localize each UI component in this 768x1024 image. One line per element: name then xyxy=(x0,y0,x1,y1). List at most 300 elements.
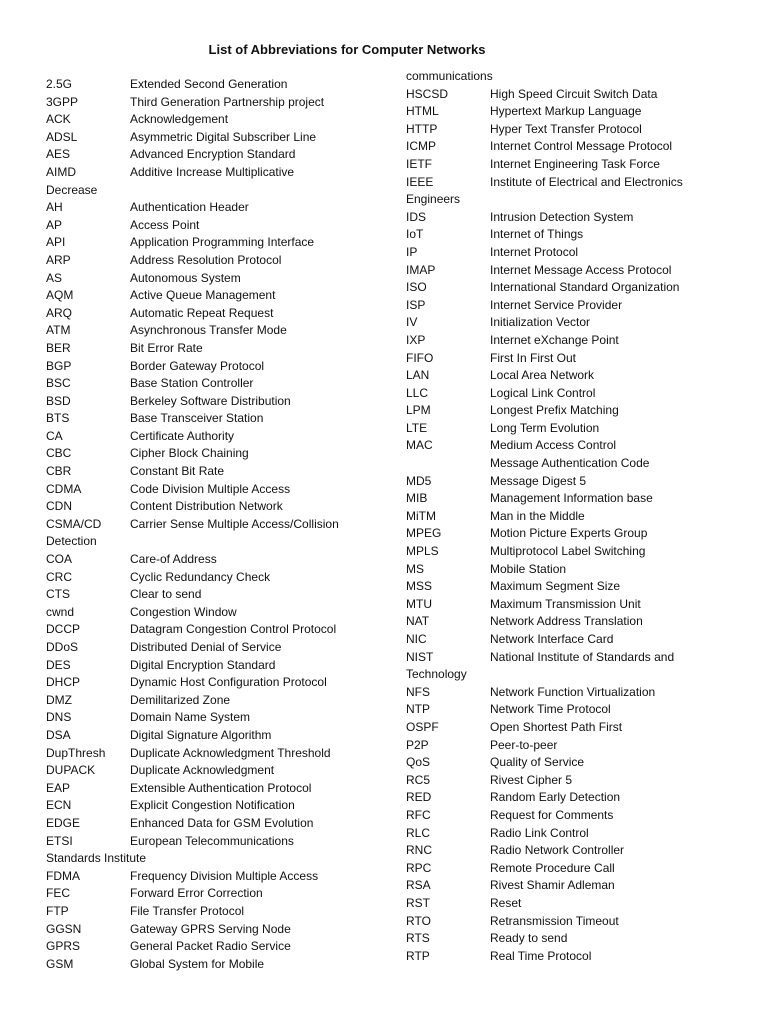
abbreviation-term: NIST xyxy=(406,649,434,664)
abbreviation-row xyxy=(406,279,746,297)
abbreviation-term: MAC xyxy=(406,438,433,453)
abbreviation-expansion: Care-of Address xyxy=(130,552,217,567)
abbreviation-row xyxy=(406,613,746,631)
abbreviation-term: FTP xyxy=(46,903,69,918)
abbreviation-row xyxy=(46,252,386,270)
abbreviation-term: RED xyxy=(406,790,432,805)
abbreviation-expansion: Content Distribution Network xyxy=(130,499,283,514)
abbreviation-expansion: Digital Signature Algorithm xyxy=(130,727,272,742)
abbreviation-term: DupThresh xyxy=(46,745,106,760)
abbreviation-row xyxy=(46,463,386,481)
abbreviation-expansion: Base Transceiver Station xyxy=(130,411,264,426)
abbreviation-expansion: File Transfer Protocol xyxy=(130,903,245,918)
abbreviation-term: CSMA/CD xyxy=(46,516,102,531)
abbreviation-term: CDN xyxy=(46,499,72,514)
abbreviation-row xyxy=(46,938,386,956)
expansion-continuation: Standards Institute xyxy=(46,851,147,866)
expansion-continuation: Decrease xyxy=(46,182,98,197)
abbreviation-row xyxy=(406,156,746,174)
abbreviation-row xyxy=(406,666,746,684)
abbreviation-row xyxy=(406,754,746,772)
abbreviation-term: NFS xyxy=(406,684,430,699)
abbreviation-expansion: Advanced Encryption Standard xyxy=(130,147,296,162)
abbreviation-expansion: Cyclic Redundancy Check xyxy=(130,569,271,584)
abbreviation-row xyxy=(406,807,746,825)
abbreviation-expansion: Rivest Shamir Adleman xyxy=(490,878,615,893)
abbreviation-expansion: Third Generation Partnership project xyxy=(130,94,325,109)
abbreviation-expansion: Address Resolution Protocol xyxy=(130,252,282,267)
abbreviation-expansion: Automatic Repeat Request xyxy=(130,305,274,320)
abbreviation-row xyxy=(46,76,386,94)
abbreviation-row xyxy=(46,727,386,745)
abbreviation-expansion: Duplicate Acknowledgment Threshold xyxy=(130,745,331,760)
abbreviation-row xyxy=(406,877,746,895)
abbreviation-expansion: Acknowledgement xyxy=(130,112,229,127)
abbreviation-term: CBR xyxy=(46,464,72,479)
abbreviation-row xyxy=(46,428,386,446)
abbreviation-term: RLC xyxy=(406,825,431,840)
abbreviation-term: HTTP xyxy=(406,121,438,136)
abbreviation-expansion: Dynamic Host Configuration Protocol xyxy=(130,675,327,690)
abbreviation-expansion: Clear to send xyxy=(130,587,202,602)
abbreviation-expansion: Extensible Authentication Protocol xyxy=(130,780,312,795)
abbreviation-term: GPRS xyxy=(46,939,81,954)
abbreviation-expansion: Long Term Evolution xyxy=(490,420,600,435)
abbreviation-term: RTP xyxy=(406,948,430,963)
abbreviation-row xyxy=(46,270,386,288)
abbreviation-row xyxy=(406,138,746,156)
abbreviation-row xyxy=(46,762,386,780)
abbreviation-row xyxy=(406,525,746,543)
abbreviation-expansion: Internet Protocol xyxy=(490,244,579,259)
abbreviation-row xyxy=(406,719,746,737)
abbreviation-term: CA xyxy=(46,428,63,443)
abbreviation-row xyxy=(46,639,386,657)
abbreviation-term: MiTM xyxy=(406,508,436,523)
abbreviation-expansion: Longest Prefix Matching xyxy=(490,403,619,418)
abbreviation-row xyxy=(406,631,746,649)
abbreviation-row xyxy=(46,199,386,217)
abbreviation-expansion: Base Station Controller xyxy=(130,376,254,391)
abbreviation-term: LAN xyxy=(406,368,430,383)
abbreviation-term: GGSN xyxy=(46,921,82,936)
abbreviation-expansion: General Packet Radio Service xyxy=(130,939,291,954)
abbreviation-expansion: Intrusion Detection System xyxy=(490,209,634,224)
abbreviation-term: LPM xyxy=(406,403,431,418)
abbreviation-expansion: Local Area Network xyxy=(490,368,595,383)
abbreviation-term: AH xyxy=(46,200,63,215)
abbreviation-term: HSCSD xyxy=(406,86,449,101)
abbreviation-row xyxy=(406,701,746,719)
abbreviation-row xyxy=(406,103,746,121)
abbreviation-row xyxy=(406,508,746,526)
abbreviation-row xyxy=(46,551,386,569)
abbreviation-expansion: Network Address Translation xyxy=(490,614,643,629)
abbreviation-term: IoT xyxy=(406,227,424,242)
abbreviation-row xyxy=(46,621,386,639)
abbreviation-term: MD5 xyxy=(406,473,432,488)
abbreviation-expansion: Bit Error Rate xyxy=(130,340,203,355)
abbreviation-term: MPEG xyxy=(406,526,442,541)
abbreviation-row xyxy=(406,209,746,227)
abbreviation-row xyxy=(406,385,746,403)
abbreviation-expansion: European Telecommunications xyxy=(130,833,294,848)
abbreviation-row xyxy=(406,226,746,244)
abbreviation-expansion: Maximum Segment Size xyxy=(490,579,621,594)
abbreviation-row xyxy=(406,367,746,385)
expansion-continuation: Technology xyxy=(406,667,467,682)
abbreviation-term: CTS xyxy=(46,587,70,602)
abbreviation-term: HTML xyxy=(406,104,439,119)
abbreviation-expansion: Distributed Denial of Service xyxy=(130,640,282,654)
abbreviation-expansion: Motion Picture Experts Group xyxy=(490,526,648,541)
abbreviation-expansion: Radio Network Controller xyxy=(490,843,625,858)
abbreviation-column-right xyxy=(406,68,746,965)
document-title: List of Abbreviations for Computer Networks xyxy=(208,42,486,57)
abbreviation-term: MS xyxy=(406,561,424,576)
abbreviation-row xyxy=(406,68,746,86)
abbreviation-expansion: Carrier Sense Multiple Access/Collision xyxy=(130,516,339,531)
abbreviation-term: ICMP xyxy=(406,139,436,154)
abbreviation-row xyxy=(406,244,746,262)
abbreviation-expansion: Constant Bit Rate xyxy=(130,464,225,479)
abbreviation-row xyxy=(46,358,386,376)
abbreviation-expansion: Retransmission Timeout xyxy=(490,913,619,928)
abbreviation-term: BER xyxy=(46,340,71,355)
abbreviation-term: AP xyxy=(46,217,63,232)
abbreviation-term: RC5 xyxy=(406,772,431,787)
abbreviation-term: QoS xyxy=(406,755,431,770)
abbreviation-row xyxy=(46,709,386,727)
abbreviation-row xyxy=(406,437,746,455)
abbreviation-term: ACK xyxy=(46,112,71,127)
abbreviation-row xyxy=(406,350,746,368)
abbreviation-expansion: Enhanced Data for GSM Evolution xyxy=(130,815,314,830)
abbreviation-row xyxy=(46,217,386,235)
abbreviation-row xyxy=(46,833,386,851)
abbreviation-term: DNS xyxy=(46,710,72,725)
abbreviation-expansion: Network Function Virtualization xyxy=(490,684,656,699)
abbreviation-row xyxy=(406,842,746,860)
abbreviation-term: MTU xyxy=(406,596,432,611)
abbreviation-row xyxy=(406,473,746,491)
abbreviation-row xyxy=(406,191,746,209)
abbreviation-row xyxy=(46,657,386,675)
abbreviation-row xyxy=(46,234,386,252)
abbreviation-term: FIFO xyxy=(406,350,434,365)
abbreviation-row xyxy=(406,860,746,878)
abbreviation-expansion: Internet Engineering Task Force xyxy=(490,156,660,171)
abbreviation-expansion: Maximum Transmission Unit xyxy=(490,596,641,611)
abbreviation-expansion: Medium Access Control xyxy=(490,438,617,453)
abbreviation-term: ARP xyxy=(46,252,71,267)
abbreviation-term: AQM xyxy=(46,288,74,303)
abbreviation-expansion: Request for Comments xyxy=(490,807,614,822)
abbreviation-expansion: Internet of Things xyxy=(490,227,584,242)
abbreviation-term: DCCP xyxy=(46,622,81,637)
abbreviation-row xyxy=(46,780,386,798)
abbreviation-term: COA xyxy=(46,552,73,567)
abbreviation-term: CRC xyxy=(46,569,72,584)
abbreviation-term: RTS xyxy=(406,931,430,946)
abbreviation-term: NTP xyxy=(406,702,430,717)
abbreviation-expansion: Peer-to-peer xyxy=(490,737,558,752)
abbreviation-expansion: Duplicate Acknowledgment xyxy=(130,763,275,778)
abbreviation-row xyxy=(46,586,386,604)
abbreviation-term: BTS xyxy=(46,411,70,426)
abbreviation-expansion: Gateway GPRS Serving Node xyxy=(130,921,291,936)
abbreviation-expansion: Man in the Middle xyxy=(490,508,585,523)
abbreviation-term: EAP xyxy=(46,780,71,795)
abbreviation-term: DUPACK xyxy=(46,763,96,778)
abbreviation-row xyxy=(46,797,386,815)
abbreviation-row xyxy=(46,129,386,147)
abbreviation-expansion: Digital Encryption Standard xyxy=(130,657,276,672)
abbreviation-term: API xyxy=(46,235,66,250)
abbreviation-term: IMAP xyxy=(406,262,436,277)
abbreviation-term: RST xyxy=(406,895,430,910)
abbreviation-term: IETF xyxy=(406,156,432,171)
abbreviation-term: IP xyxy=(406,244,418,259)
abbreviation-expansion: Internet eXchange Point xyxy=(490,332,619,347)
abbreviation-row xyxy=(46,146,386,164)
abbreviation-expansion: Open Shortest Path First xyxy=(490,719,623,734)
abbreviation-row xyxy=(406,262,746,280)
abbreviation-expansion: Logical Link Control xyxy=(490,385,596,400)
abbreviation-expansion: Access Point xyxy=(130,217,200,232)
abbreviation-row xyxy=(46,674,386,692)
abbreviation-row xyxy=(46,287,386,305)
abbreviation-row xyxy=(406,402,746,420)
abbreviation-expansion: Real Time Protocol xyxy=(490,948,592,963)
abbreviation-term: DMZ xyxy=(46,692,72,707)
abbreviation-expansion: Extended Second Generation xyxy=(130,77,288,91)
abbreviation-term: EDGE xyxy=(46,815,81,830)
abbreviation-row xyxy=(46,921,386,939)
abbreviation-row xyxy=(406,543,746,561)
abbreviation-term: FDMA xyxy=(46,868,80,883)
abbreviation-row xyxy=(406,649,746,667)
abbreviation-expansion: Hyper Text Transfer Protocol xyxy=(490,121,642,136)
abbreviation-term: BSD xyxy=(46,393,71,408)
abbreviation-expansion: Management Information base xyxy=(490,491,653,506)
abbreviation-term: 2.5G xyxy=(46,77,73,91)
abbreviation-term: AS xyxy=(46,270,63,285)
abbreviation-expansion: Remote Procedure Call xyxy=(490,860,615,875)
abbreviation-row xyxy=(46,692,386,710)
abbreviation-term: ARQ xyxy=(46,305,73,320)
abbreviation-expansion: National Institute of Standards and xyxy=(490,649,675,664)
abbreviation-term: RSA xyxy=(406,878,431,893)
abbreviation-column-left xyxy=(46,76,386,973)
abbreviation-row xyxy=(46,569,386,587)
abbreviation-row xyxy=(406,737,746,755)
abbreviation-expansion: Berkeley Software Distribution xyxy=(130,393,291,408)
abbreviation-expansion: Reset xyxy=(490,895,522,910)
abbreviation-row xyxy=(46,885,386,903)
expansion-continuation: communications xyxy=(406,69,493,83)
abbreviation-expansion: Asymmetric Digital Subscriber Line xyxy=(130,129,317,144)
abbreviation-row xyxy=(406,174,746,192)
abbreviation-expansion: Institute of Electrical and Electronics xyxy=(490,174,683,189)
abbreviation-row xyxy=(46,903,386,921)
abbreviation-expansion: Internet Control Message Protocol xyxy=(490,139,673,154)
abbreviation-term: ISO xyxy=(406,280,427,295)
abbreviation-row xyxy=(406,895,746,913)
abbreviation-expansion: Active Queue Management xyxy=(130,288,276,303)
abbreviation-row xyxy=(406,913,746,931)
abbreviation-term: RPC xyxy=(406,860,432,875)
abbreviation-expansion: Application Programming Interface xyxy=(130,235,315,250)
abbreviation-expansion: Network Time Protocol xyxy=(490,702,611,717)
abbreviation-term: ETSI xyxy=(46,833,73,848)
abbreviation-row xyxy=(406,825,746,843)
abbreviation-term: ECN xyxy=(46,798,72,813)
abbreviation-term: IXP xyxy=(406,332,426,347)
abbreviation-row xyxy=(46,182,386,200)
abbreviation-expansion: Code Division Multiple Access xyxy=(130,481,291,496)
abbreviation-expansion: High Speed Circuit Switch Data xyxy=(490,86,658,101)
abbreviation-expansion: Frequency Division Multiple Access xyxy=(130,868,319,883)
abbreviation-expansion: Explicit Congestion Notification xyxy=(130,798,295,813)
abbreviation-expansion: Internet Service Provider xyxy=(490,297,623,312)
abbreviation-row xyxy=(406,121,746,139)
expansion-continuation: Engineers xyxy=(406,192,461,207)
abbreviation-term: ATM xyxy=(46,323,71,338)
abbreviation-row xyxy=(406,297,746,315)
abbreviation-expansion: Quality of Service xyxy=(490,755,585,770)
abbreviation-expansion: Random Early Detection xyxy=(490,790,621,805)
abbreviation-row xyxy=(406,561,746,579)
abbreviation-row xyxy=(46,322,386,340)
abbreviation-row xyxy=(46,815,386,833)
abbreviation-row xyxy=(406,789,746,807)
abbreviation-row xyxy=(406,86,746,104)
abbreviation-term: GSM xyxy=(46,956,74,971)
abbreviation-term: IEEE xyxy=(406,174,434,189)
abbreviation-term: OSPF xyxy=(406,719,439,734)
abbreviation-term: ADSL xyxy=(46,129,78,144)
abbreviation-term: MPLS xyxy=(406,544,439,559)
abbreviation-expansion: Message Digest 5 xyxy=(490,473,587,488)
abbreviation-row xyxy=(46,516,386,534)
abbreviation-row xyxy=(46,481,386,499)
abbreviation-expansion: Demilitarized Zone xyxy=(130,692,231,707)
abbreviation-expansion: Asynchronous Transfer Mode xyxy=(130,323,287,338)
abbreviation-term: NIC xyxy=(406,632,427,646)
abbreviation-row xyxy=(406,930,746,948)
abbreviation-term: P2P xyxy=(406,737,429,752)
abbreviation-expansion: Initialization Vector xyxy=(490,315,591,330)
abbreviation-row xyxy=(46,745,386,763)
abbreviation-term: IV xyxy=(406,315,418,330)
abbreviation-row xyxy=(46,375,386,393)
abbreviation-term: DHCP xyxy=(46,675,81,690)
abbreviation-expansion: Border Gateway Protocol xyxy=(130,358,265,373)
abbreviation-expansion: Domain Name System xyxy=(130,710,251,725)
abbreviation-row xyxy=(406,455,746,473)
abbreviation-row xyxy=(406,948,746,966)
abbreviation-expansion: Rivest Cipher 5 xyxy=(490,772,573,787)
abbreviation-term: AIMD xyxy=(46,164,76,179)
abbreviation-term: BGP xyxy=(46,358,72,373)
abbreviation-row xyxy=(406,772,746,790)
abbreviation-expansion: Cipher Block Chaining xyxy=(130,446,249,461)
abbreviation-row xyxy=(406,596,746,614)
abbreviation-expansion: Forward Error Correction xyxy=(130,886,263,901)
abbreviation-term: ISP xyxy=(406,297,426,312)
abbreviation-row xyxy=(406,490,746,508)
abbreviation-term: LLC xyxy=(406,385,429,400)
abbreviation-term: DES xyxy=(46,657,71,672)
abbreviation-expansion: Congestion Window xyxy=(130,604,237,619)
abbreviation-row xyxy=(406,314,746,332)
abbreviation-term: 3GPP xyxy=(46,94,79,109)
abbreviation-row xyxy=(406,684,746,702)
abbreviation-expansion: Multiprotocol Label Switching xyxy=(490,544,646,559)
abbreviation-expansion: Authentication Header xyxy=(130,200,249,215)
abbreviation-term: FEC xyxy=(46,886,70,901)
abbreviation-row xyxy=(46,164,386,182)
abbreviation-expansion: Internet Message Access Protocol xyxy=(490,262,672,277)
abbreviation-term: MIB xyxy=(406,491,428,506)
abbreviation-row xyxy=(46,604,386,622)
abbreviation-expansion: Mobile Station xyxy=(490,561,567,576)
abbreviation-row xyxy=(46,445,386,463)
abbreviation-term: NAT xyxy=(406,614,430,629)
abbreviation-row xyxy=(406,332,746,350)
abbreviation-expansion: Radio Link Control xyxy=(490,825,589,840)
abbreviation-term: DDoS xyxy=(46,640,79,654)
abbreviation-expansion: Datagram Congestion Control Protocol xyxy=(130,622,337,637)
abbreviation-row xyxy=(46,498,386,516)
abbreviation-term: LTE xyxy=(406,420,428,435)
abbreviation-row xyxy=(46,111,386,129)
abbreviation-term: RTO xyxy=(406,913,431,928)
abbreviation-term: IDS xyxy=(406,209,427,224)
abbreviation-term: CBC xyxy=(46,446,72,461)
abbreviation-row xyxy=(46,94,386,112)
alternate-expansion: Message Authentication Code xyxy=(490,456,650,471)
abbreviation-row xyxy=(406,578,746,596)
abbreviation-term: CDMA xyxy=(46,481,82,496)
abbreviation-row xyxy=(46,393,386,411)
abbreviation-row xyxy=(46,850,386,868)
abbreviation-expansion: Additive Increase Multiplicative xyxy=(130,164,295,179)
abbreviation-expansion: Hypertext Markup Language xyxy=(490,104,642,119)
abbreviation-row xyxy=(46,340,386,358)
abbreviation-row xyxy=(46,533,386,551)
abbreviation-expansion: Autonomous System xyxy=(130,270,241,285)
abbreviation-term: RNC xyxy=(406,843,432,858)
abbreviation-expansion: Global System for Mobile xyxy=(130,956,265,971)
abbreviation-row xyxy=(46,956,386,974)
abbreviation-expansion: International Standard Organization xyxy=(490,280,680,295)
abbreviation-term: AES xyxy=(46,147,71,162)
abbreviation-row xyxy=(46,410,386,428)
abbreviation-term: BSC xyxy=(46,376,71,391)
abbreviation-row xyxy=(406,420,746,438)
abbreviation-expansion: Certificate Authority xyxy=(130,428,235,443)
abbreviation-expansion: Ready to send xyxy=(490,931,568,946)
abbreviation-row xyxy=(46,305,386,323)
abbreviation-term: MSS xyxy=(406,579,433,594)
abbreviation-expansion: First In First Out xyxy=(490,350,577,365)
abbreviation-row xyxy=(46,868,386,886)
abbreviation-expansion: Network Interface Card xyxy=(490,632,614,646)
abbreviation-term: DSA xyxy=(46,727,71,742)
abbreviation-term: cwnd xyxy=(46,604,75,619)
